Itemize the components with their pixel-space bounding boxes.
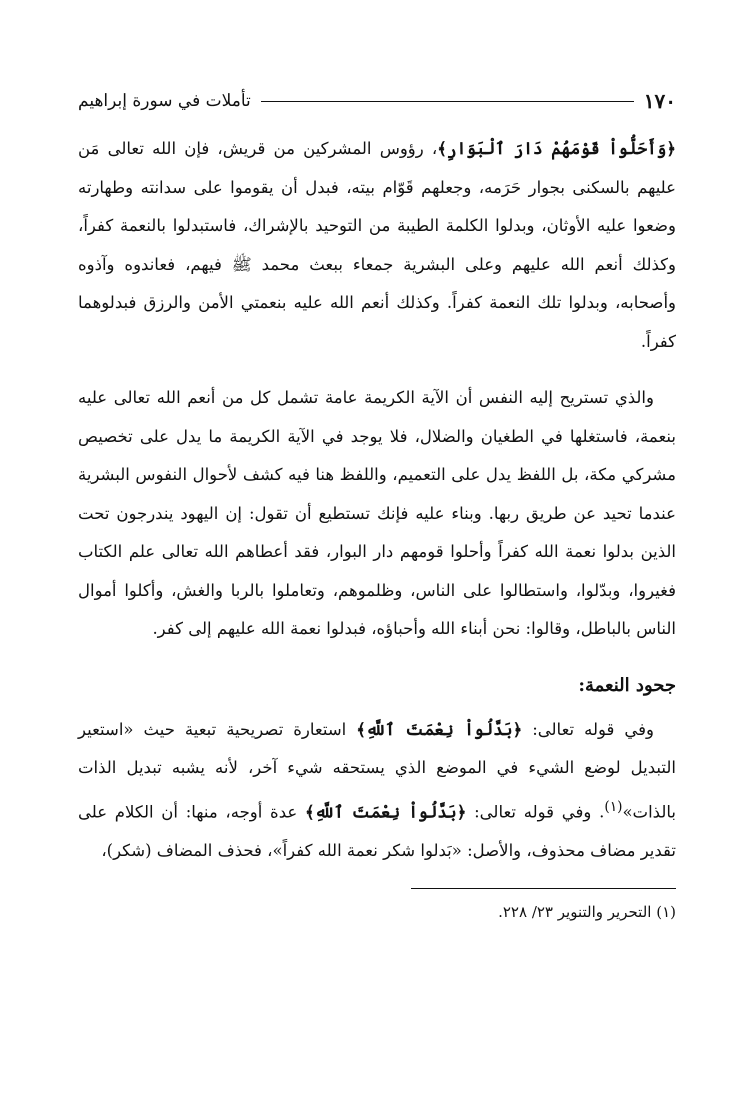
- running-title: تأملات في سورة إبراهيم: [78, 91, 251, 111]
- paragraph-text: وفي قوله تعالى:: [522, 719, 654, 739]
- body-text: [78, 130, 676, 870]
- paragraph-text: . وفي قوله تعالى:: [466, 802, 605, 821]
- book-page: [78, 86, 676, 925]
- footnote-divider: [411, 888, 676, 889]
- running-header: [78, 86, 676, 116]
- quran-verse: ﴿وَأَحَلُّواْ قَوْمَهُمْ دَارَ ٱلْبَوَارِ﴾: [437, 139, 676, 158]
- paragraph-text: ، رؤوس المشركين من قريش، فإن الله تعالى مَن عليهم بالسكنى بجوار حَرَمه، وجعلهم قَوّام بيته، فبدل أن يقوموا على سدانته وطهارته وضعوا عليه الأوثان، وبدلوا الكلمة الطيبة من التوحيد بالإشراك، فاستبدلوا بالنعمة كفراً، وكذلك أنعم الله عليهم وعلى البشرية جمعاء ببعث محمد ﷺ فيهم، فعاندوه وآذوه وأصحابه، وبدلوا تلك النعمة كفراً. وكذلك أنعم الله عليه بنعمتي الأمن والرزق فبدلوهما كفراً.: [78, 139, 676, 351]
- quran-verse: ﴿بَدَّلُواْ نِعْمَتَ ٱللَّهِ﴾: [356, 719, 523, 739]
- paragraph-text: استعارة تصريحية تبعية حيث «استعير التبديل لوضع الشيء في الموضع الذي يستحقه شيء آخر، لأنه يشبه تبديل الذات بالذات»: [78, 719, 676, 821]
- footnote-reference: (١): [604, 798, 623, 815]
- section-heading: جحود النعمة:: [578, 674, 676, 696]
- page-number: ١٧٠: [643, 89, 676, 113]
- header-divider: [261, 101, 634, 102]
- paragraph-text: عدة أوجه، منها: أن الكلام على تقدير مضاف محذوف، والأصل: «بَدلوا شكر نعمة الله كفراً»، فحذف المضاف (شكر)،: [78, 802, 676, 860]
- quran-verse: ﴿بَدَّلُواْ نِعْمَتَ ٱللَّهِ﴾: [304, 802, 467, 821]
- footnote: (١) التحرير والتنوير ٢٣/ ٢٢٨.: [498, 903, 676, 921]
- paragraph: والذي تستريح إليه النفس أن الآية الكريمة عامة تشمل كل من أنعم الله تعالى عليه بنعمة، فاستغلها في الطغيان والضلال، فلا يوجد في الآية الكريمة ما يدل على تخصيص مشركي مكة، بل اللفظ يدل على التعميم، واللفظ هنا فيه كشف لأحوال النفوس البشرية عندما تحيد عن طريق ربها. وبناء عليه فإنك تستطيع أن تقول: إن اليهود يندرجون تحت الذين بدلوا نعمة الله كفراً وأحلوا قومهم دار البوار، فقد أعطاهم الله تعالى علم الكتاب فغيروا، وبدّلوا، واستطالوا على الناس، وظلموهم، وتعاملوا بالربا والغش، وأكلوا أموال الناس بالباطل، وقالوا: نحن أبناء الله وأحباؤه، فبدلوا نعمة الله عليهم إلى كفر.: [78, 388, 676, 638]
- paragraph: [78, 130, 676, 361]
- paragraph: [78, 711, 676, 871]
